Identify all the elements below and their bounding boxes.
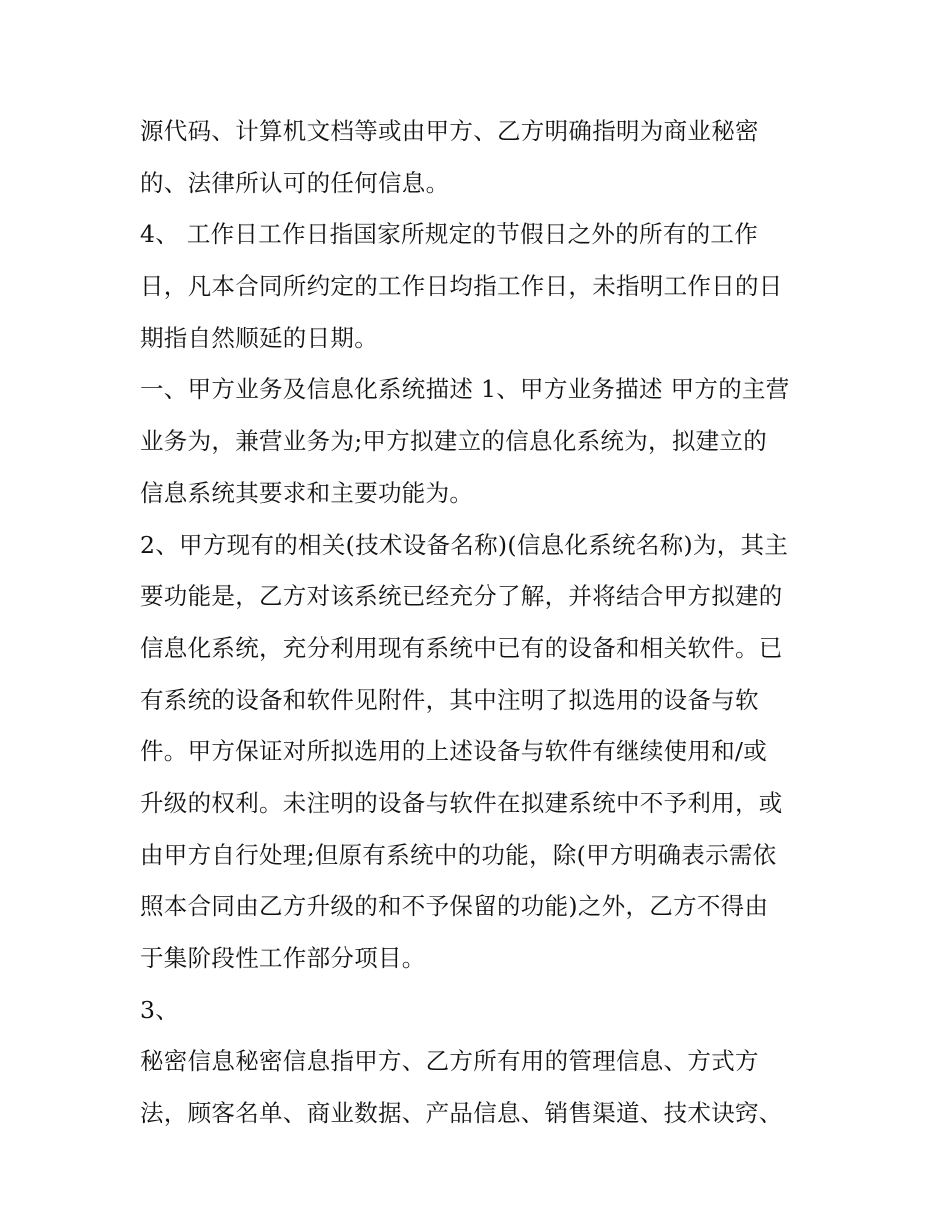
text-line: 一、甲方业务及信息化系统描述 1、甲方业务描述 甲方的主营 [140,375,790,404]
text-line: 4、 工作日工作日指国家所规定的节假日之外的所有的工作 [140,220,759,249]
text-line: 信息化系统，充分利用现有系统中已有的设备和相关软件。已 [140,633,783,662]
text-line: 有系统的设备和软件见附件，其中注明了拟选用的设备与软 [140,685,759,714]
text-line: 期指自然顺延的日期。 [140,323,378,352]
text-line: 秘密信息秘密信息指甲方、乙方所有用的管理信息、方式方 [140,1047,759,1076]
text-line: 信息系统其要求和主要功能为。 [140,478,474,507]
text-line: 照本合同由乙方升级的和不予保留的功能)之外，乙方不得由 [140,892,769,921]
text-line: 件。甲方保证对所拟选用的上述设备与软件有继续使用和/或 [140,737,768,766]
document-body [140,106,820,1140]
text-line: 要功能是，乙方对该系统已经充分了解，并将结合甲方拟建的 [140,582,783,611]
text-line: 于集阶段性工作部分项目。 [140,944,426,972]
text-line: 业务为，兼营业务为;甲方拟建立的信息化系统为，拟建立的 [140,427,768,456]
text-line: 源代码、计算机文档等或由甲方、乙方明确指明为商业秘密 [140,117,759,145]
text-line: 的、法律所认可的任何信息。 [140,168,450,197]
text-line: 升级的权利。未注明的设备与软件在拟建系统中不予利用，或 [140,788,783,817]
text-line: 3、 [140,995,180,1024]
text-line: 日，凡本合同所约定的工作日均指工作日，未指明工作日的日 [140,272,783,301]
text-line: 2、甲方现有的相关(技术设备名称)(信息化系统名称)为，其主 [140,530,789,559]
text-line: 法，顾客名单、商业数据、产品信息、销售渠道、技术诀窍、 [140,1099,783,1128]
text-line: 由甲方自行处理;但原有系统中的功能，除(甲方明确表示需依 [140,840,777,869]
